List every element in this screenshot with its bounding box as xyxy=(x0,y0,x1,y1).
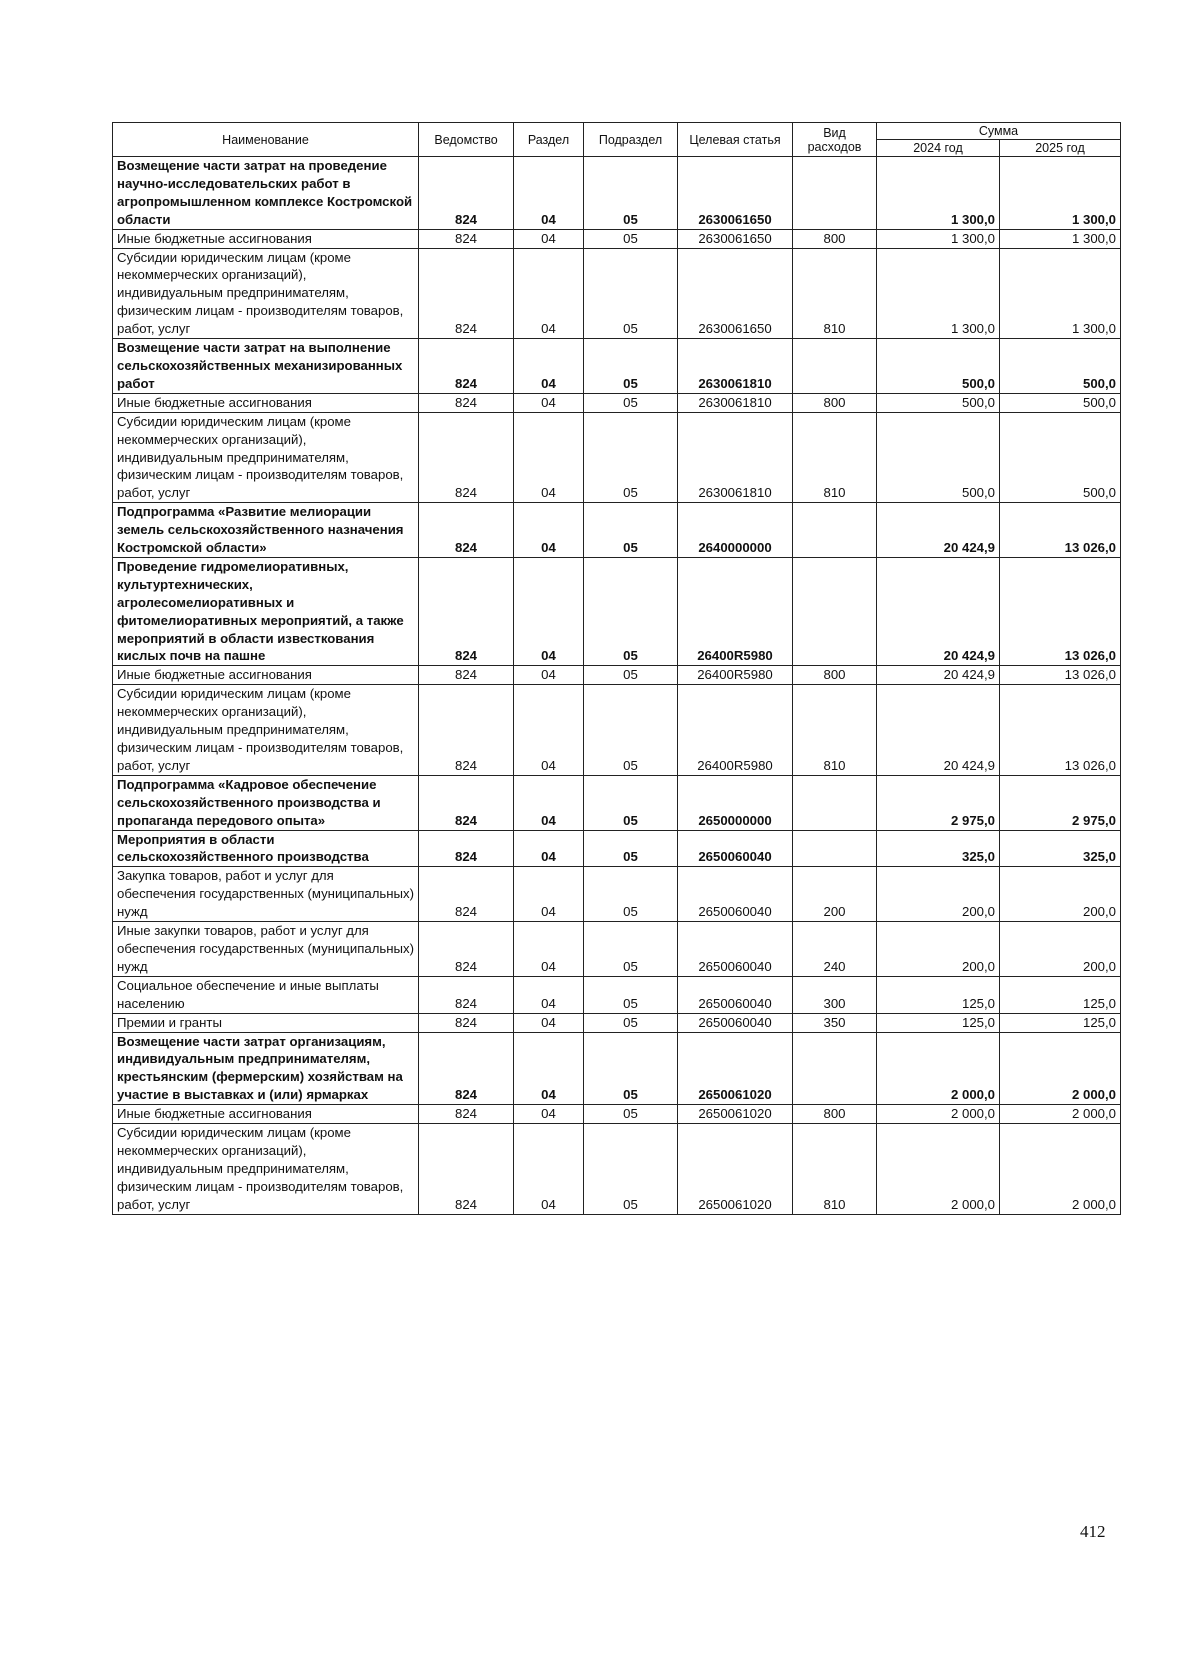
budget-table xyxy=(112,122,1121,1215)
cell-dept: 824 xyxy=(419,393,514,412)
cell-name: Субсидии юридическим лицам (кроме некоммерческих организаций), индивидуальным предпринимателям, физическим лицам - производителям товаров, работ, услуг xyxy=(113,412,419,503)
cell-name: Подпрограмма «Развитие мелиорации земель сельскохозяйственного назначения Костромской области» xyxy=(113,503,419,558)
cell-name: Субсидии юридическим лицам (кроме некоммерческих организаций), индивидуальным предпринимателям, физическим лицам - производителям товаров, работ, услуг xyxy=(113,685,419,776)
cell-exp-type xyxy=(793,503,877,558)
cell-section: 04 xyxy=(514,1124,584,1215)
header-sum: Сумма xyxy=(877,123,1121,140)
cell-section: 04 xyxy=(514,393,584,412)
cell-2025: 500,0 xyxy=(1000,393,1121,412)
cell-name: Иные бюджетные ассигнования xyxy=(113,666,419,685)
cell-2024: 500,0 xyxy=(877,393,1000,412)
table-row xyxy=(113,393,1121,412)
cell-2024: 1 300,0 xyxy=(877,248,1000,339)
cell-exp-type: 800 xyxy=(793,666,877,685)
cell-section: 04 xyxy=(514,157,584,230)
cell-target: 2630061810 xyxy=(678,339,793,394)
cell-section: 04 xyxy=(514,339,584,394)
cell-2025: 500,0 xyxy=(1000,412,1121,503)
cell-section: 04 xyxy=(514,1105,584,1124)
cell-name: Иные бюджетные ассигнования xyxy=(113,229,419,248)
cell-dept: 824 xyxy=(419,922,514,977)
cell-section: 04 xyxy=(514,248,584,339)
cell-exp-type: 300 xyxy=(793,976,877,1013)
cell-target: 2650060040 xyxy=(678,976,793,1013)
cell-target: 2630061650 xyxy=(678,229,793,248)
cell-2025: 2 000,0 xyxy=(1000,1105,1121,1124)
cell-2025: 200,0 xyxy=(1000,867,1121,922)
cell-section: 04 xyxy=(514,922,584,977)
cell-exp-type xyxy=(793,1032,877,1105)
cell-2025: 1 300,0 xyxy=(1000,157,1121,230)
cell-exp-type: 240 xyxy=(793,922,877,977)
table-row xyxy=(113,229,1121,248)
cell-name: Проведение гидромелиоративных, культуртехнических, агролесомелиоративных и фитомелиоративных мероприятий, а также мероприятий в области известкования кислых почв на пашне xyxy=(113,557,419,665)
cell-target: 2650060040 xyxy=(678,922,793,977)
cell-subsection: 05 xyxy=(584,976,678,1013)
cell-exp-type: 810 xyxy=(793,248,877,339)
cell-target: 2630061650 xyxy=(678,248,793,339)
cell-2024: 20 424,9 xyxy=(877,666,1000,685)
table-body xyxy=(113,157,1121,1215)
cell-dept: 824 xyxy=(419,1013,514,1032)
cell-section: 04 xyxy=(514,1013,584,1032)
cell-subsection: 05 xyxy=(584,775,678,830)
cell-dept: 824 xyxy=(419,976,514,1013)
header-name: Наименование xyxy=(113,123,419,157)
cell-target: 26400R5980 xyxy=(678,685,793,776)
cell-target: 2650061020 xyxy=(678,1105,793,1124)
cell-exp-type: 800 xyxy=(793,1105,877,1124)
cell-target: 26400R5980 xyxy=(678,557,793,665)
cell-dept: 824 xyxy=(419,339,514,394)
header-section: Раздел xyxy=(514,123,584,157)
cell-2025: 200,0 xyxy=(1000,922,1121,977)
cell-2025: 125,0 xyxy=(1000,1013,1121,1032)
table-row xyxy=(113,339,1121,394)
cell-dept: 824 xyxy=(419,503,514,558)
cell-section: 04 xyxy=(514,867,584,922)
header-2024: 2024 год xyxy=(877,140,1000,157)
cell-target: 2630061650 xyxy=(678,157,793,230)
cell-2025: 2 000,0 xyxy=(1000,1032,1121,1105)
cell-name: Возмещение части затрат на выполнение сельскохозяйственных механизированных работ xyxy=(113,339,419,394)
cell-exp-type: 810 xyxy=(793,412,877,503)
cell-target: 26400R5980 xyxy=(678,666,793,685)
table-row xyxy=(113,412,1121,503)
cell-2024: 500,0 xyxy=(877,339,1000,394)
table-row xyxy=(113,157,1121,230)
cell-2024: 1 300,0 xyxy=(877,229,1000,248)
cell-name: Социальное обеспечение и иные выплаты населению xyxy=(113,976,419,1013)
cell-section: 04 xyxy=(514,1032,584,1105)
cell-name: Иные бюджетные ассигнования xyxy=(113,393,419,412)
cell-exp-type xyxy=(793,157,877,230)
cell-name: Подпрограмма «Кадровое обеспечение сельскохозяйственного производства и пропаганда передового опыта» xyxy=(113,775,419,830)
cell-subsection: 05 xyxy=(584,666,678,685)
cell-2024: 2 000,0 xyxy=(877,1105,1000,1124)
cell-subsection: 05 xyxy=(584,1105,678,1124)
cell-section: 04 xyxy=(514,830,584,867)
table-row xyxy=(113,775,1121,830)
cell-subsection: 05 xyxy=(584,412,678,503)
cell-exp-type xyxy=(793,830,877,867)
cell-name: Возмещение части затрат организациям, индивидуальным предпринимателям, крестьянским (фермерским) хозяйствам на участие в выставках и (или) ярмарках xyxy=(113,1032,419,1105)
cell-dept: 824 xyxy=(419,830,514,867)
table-header xyxy=(113,123,1121,157)
cell-dept: 824 xyxy=(419,412,514,503)
cell-section: 04 xyxy=(514,775,584,830)
table-row xyxy=(113,557,1121,665)
cell-section: 04 xyxy=(514,685,584,776)
cell-subsection: 05 xyxy=(584,248,678,339)
cell-2024: 2 000,0 xyxy=(877,1032,1000,1105)
cell-subsection: 05 xyxy=(584,1013,678,1032)
cell-target: 2650000000 xyxy=(678,775,793,830)
cell-name: Закупка товаров, работ и услуг для обеспечения государственных (муниципальных) нужд xyxy=(113,867,419,922)
cell-section: 04 xyxy=(514,976,584,1013)
cell-dept: 824 xyxy=(419,775,514,830)
cell-2025: 13 026,0 xyxy=(1000,503,1121,558)
cell-2024: 500,0 xyxy=(877,412,1000,503)
table-row xyxy=(113,830,1121,867)
cell-subsection: 05 xyxy=(584,229,678,248)
cell-target: 2640000000 xyxy=(678,503,793,558)
header-target: Целевая статья xyxy=(678,123,793,157)
cell-subsection: 05 xyxy=(584,922,678,977)
cell-dept: 824 xyxy=(419,867,514,922)
table-row xyxy=(113,666,1121,685)
cell-section: 04 xyxy=(514,666,584,685)
header-exp-type: Вид расходов xyxy=(793,123,877,157)
cell-target: 2650060040 xyxy=(678,867,793,922)
cell-exp-type: 810 xyxy=(793,1124,877,1215)
cell-dept: 824 xyxy=(419,1105,514,1124)
cell-dept: 824 xyxy=(419,557,514,665)
cell-subsection: 05 xyxy=(584,393,678,412)
cell-subsection: 05 xyxy=(584,830,678,867)
cell-exp-type xyxy=(793,557,877,665)
table-row xyxy=(113,503,1121,558)
cell-section: 04 xyxy=(514,503,584,558)
table-row xyxy=(113,922,1121,977)
header-dept: Ведомство xyxy=(419,123,514,157)
cell-2025: 13 026,0 xyxy=(1000,685,1121,776)
cell-target: 2650061020 xyxy=(678,1124,793,1215)
header-2025: 2025 год xyxy=(1000,140,1121,157)
cell-subsection: 05 xyxy=(584,157,678,230)
cell-exp-type: 800 xyxy=(793,393,877,412)
table-row xyxy=(113,1013,1121,1032)
table-row xyxy=(113,976,1121,1013)
cell-subsection: 05 xyxy=(584,867,678,922)
cell-section: 04 xyxy=(514,229,584,248)
cell-dept: 824 xyxy=(419,248,514,339)
cell-subsection: 05 xyxy=(584,339,678,394)
cell-2024: 20 424,9 xyxy=(877,685,1000,776)
cell-2025: 13 026,0 xyxy=(1000,666,1121,685)
cell-2025: 500,0 xyxy=(1000,339,1121,394)
cell-section: 04 xyxy=(514,557,584,665)
cell-subsection: 05 xyxy=(584,685,678,776)
cell-dept: 824 xyxy=(419,229,514,248)
cell-2024: 200,0 xyxy=(877,867,1000,922)
cell-target: 2650060040 xyxy=(678,830,793,867)
cell-subsection: 05 xyxy=(584,1124,678,1215)
cell-2024: 200,0 xyxy=(877,922,1000,977)
cell-subsection: 05 xyxy=(584,1032,678,1105)
header-subsection: Подраздел xyxy=(584,123,678,157)
cell-2025: 125,0 xyxy=(1000,976,1121,1013)
cell-exp-type xyxy=(793,339,877,394)
cell-exp-type: 800 xyxy=(793,229,877,248)
cell-name: Иные закупки товаров, работ и услуг для обеспечения государственных (муниципальных) нужд xyxy=(113,922,419,977)
cell-target: 2650060040 xyxy=(678,1013,793,1032)
cell-2024: 125,0 xyxy=(877,976,1000,1013)
table-row xyxy=(113,867,1121,922)
cell-2025: 1 300,0 xyxy=(1000,229,1121,248)
table-row xyxy=(113,248,1121,339)
cell-dept: 824 xyxy=(419,157,514,230)
cell-exp-type xyxy=(793,775,877,830)
cell-2025: 325,0 xyxy=(1000,830,1121,867)
cell-exp-type: 350 xyxy=(793,1013,877,1032)
cell-section: 04 xyxy=(514,412,584,503)
cell-2024: 325,0 xyxy=(877,830,1000,867)
table-row xyxy=(113,1124,1121,1215)
cell-name: Мероприятия в области сельскохозяйственного производства xyxy=(113,830,419,867)
cell-subsection: 05 xyxy=(584,557,678,665)
cell-name: Субсидии юридическим лицам (кроме некоммерческих организаций), индивидуальным предпринимателям, физическим лицам - производителям товаров, работ, услуг xyxy=(113,1124,419,1215)
table-row xyxy=(113,685,1121,776)
cell-2025: 1 300,0 xyxy=(1000,248,1121,339)
cell-dept: 824 xyxy=(419,666,514,685)
cell-name: Субсидии юридическим лицам (кроме некоммерческих организаций), индивидуальным предпринимателям, физическим лицам - производителям товаров, работ, услуг xyxy=(113,248,419,339)
cell-2024: 2 000,0 xyxy=(877,1124,1000,1215)
cell-2024: 1 300,0 xyxy=(877,157,1000,230)
cell-dept: 824 xyxy=(419,1124,514,1215)
table-row xyxy=(113,1032,1121,1105)
cell-dept: 824 xyxy=(419,685,514,776)
table-row xyxy=(113,1105,1121,1124)
cell-2024: 20 424,9 xyxy=(877,557,1000,665)
page-number: 412 xyxy=(1080,1522,1106,1541)
cell-target: 2630061810 xyxy=(678,412,793,503)
cell-2024: 2 975,0 xyxy=(877,775,1000,830)
cell-dept: 824 xyxy=(419,1032,514,1105)
cell-target: 2650061020 xyxy=(678,1032,793,1105)
cell-2025: 2 975,0 xyxy=(1000,775,1121,830)
cell-exp-type: 200 xyxy=(793,867,877,922)
cell-target: 2630061810 xyxy=(678,393,793,412)
cell-exp-type: 810 xyxy=(793,685,877,776)
cell-2024: 20 424,9 xyxy=(877,503,1000,558)
cell-2025: 2 000,0 xyxy=(1000,1124,1121,1215)
cell-2025: 13 026,0 xyxy=(1000,557,1121,665)
cell-name: Иные бюджетные ассигнования xyxy=(113,1105,419,1124)
cell-name: Премии и гранты xyxy=(113,1013,419,1032)
cell-subsection: 05 xyxy=(584,503,678,558)
cell-2024: 125,0 xyxy=(877,1013,1000,1032)
cell-name: Возмещение части затрат на проведение научно-исследовательских работ в агропромышленном комплексе Костромской области xyxy=(113,157,419,230)
